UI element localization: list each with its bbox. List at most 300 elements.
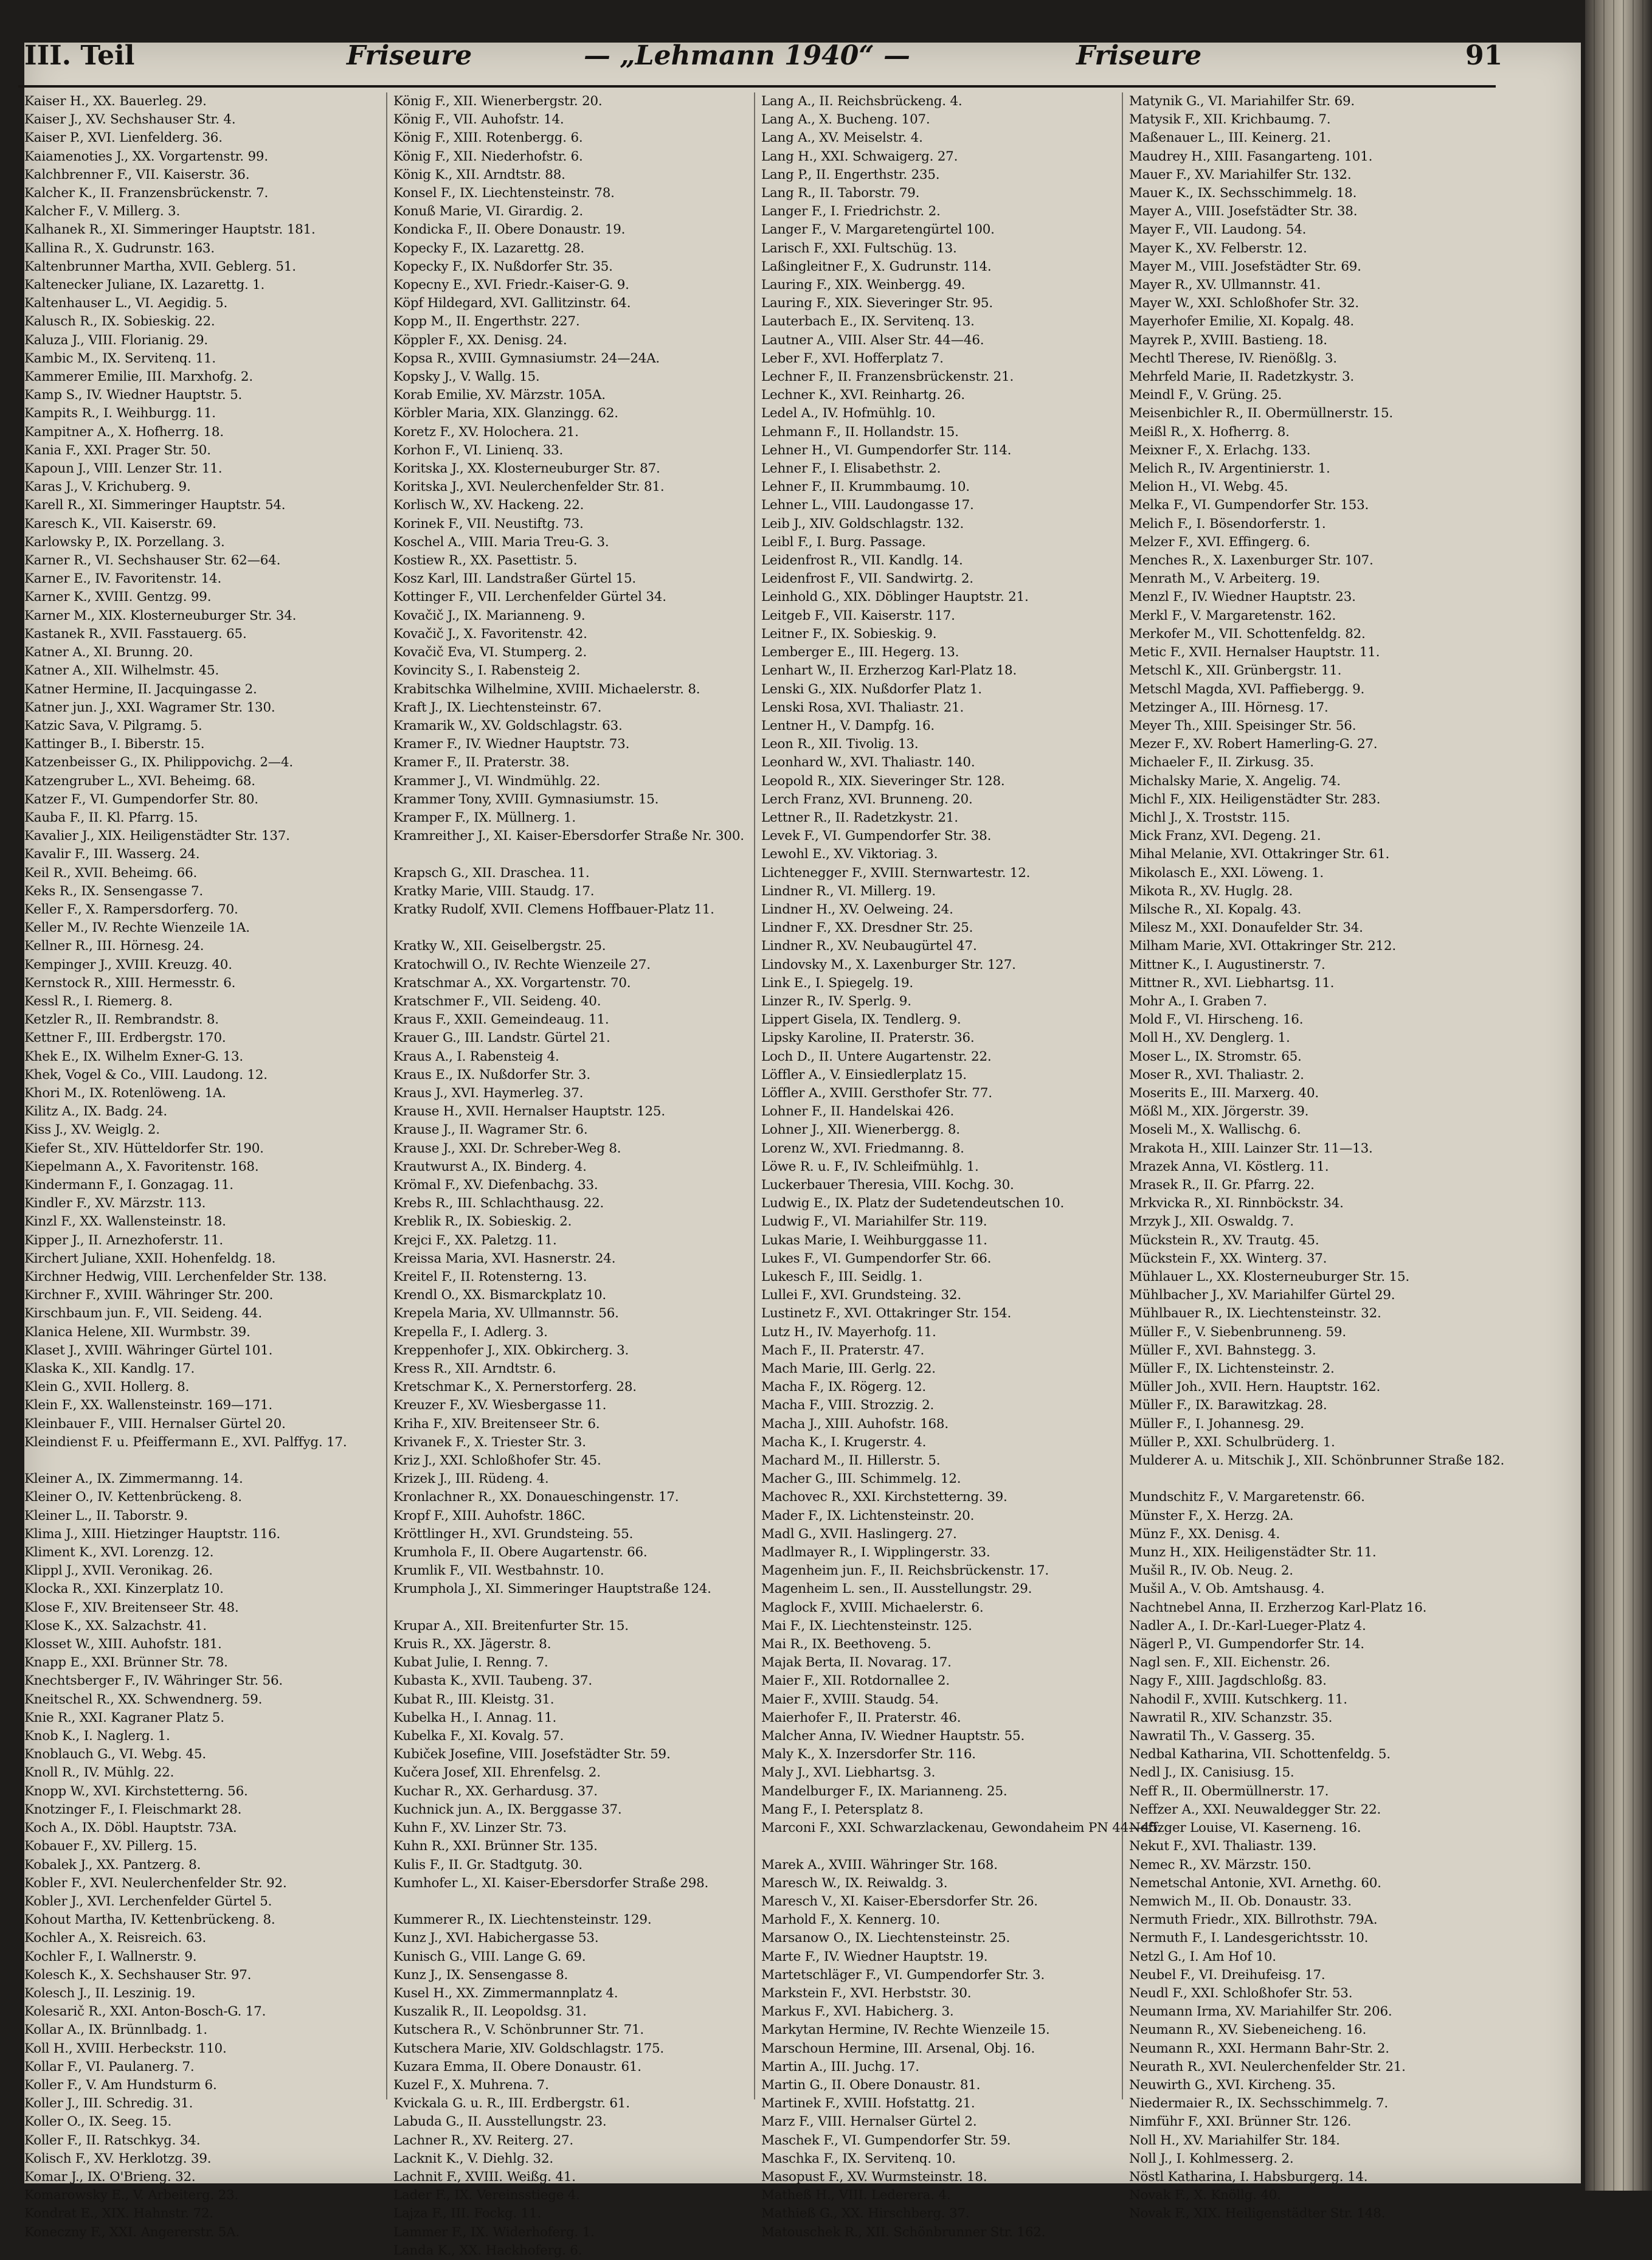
directory-entry: Müller F., IX. Barawitzkag. 28. xyxy=(1129,1398,1327,1413)
directory-entry: Konsel F., IX. Liechtensteinstr. 78. xyxy=(393,185,615,201)
directory-entry: Kraft J., IX. Liechtensteinstr. 67. xyxy=(393,699,602,715)
directory-entry: Mittner K., I. Augustinerstr. 7. xyxy=(1129,957,1325,972)
directory-entry: Kratky Marie, VIII. Staudg. 17. xyxy=(393,883,595,899)
directory-entry: Leitner F., IX. Sobieskig. 9. xyxy=(761,626,937,642)
directory-entry: Krepela Maria, XV. Ullmannstr. 56. xyxy=(393,1306,619,1322)
directory-entry: Kirchner Hedwig, VIII. Lerchenfelder Str. 138. xyxy=(24,1269,327,1284)
directory-entry: Kleiner O., IV. Kettenbrückeng. 8. xyxy=(24,1489,242,1505)
directory-entry: Ludwig E., IX. Platz der Sudetendeutschen 10. xyxy=(761,1196,1065,1211)
directory-entry: Nemwich M., II. Ob. Donaustr. 33. xyxy=(1129,1893,1352,1909)
directory-entry: Klosset W., XIII. Auhofstr. 181. xyxy=(24,1637,222,1652)
directory-entry: Kubiček Josefine, VIII. Josefstädter Str. 59. xyxy=(393,1747,671,1763)
directory-entry: Münz F., XX. Denisg. 4. xyxy=(1129,1526,1280,1542)
directory-entry: Meindl F., V. Grüng. 25. xyxy=(1129,387,1282,403)
directory-entry: Lerch Franz, XVI. Brunneng. 20. xyxy=(761,791,973,807)
directory-entry: Menrath M., V. Arbeiterg. 19. xyxy=(1129,571,1320,587)
directory-entry: Nemec R., XV. Märzstr. 150. xyxy=(1129,1857,1312,1873)
directory-entry: Löffler A., XVIII. Gersthofer Str. 77. xyxy=(761,1085,992,1101)
directory-entry: Neudl F., XXI. Schloßhofer Str. 53. xyxy=(1129,1985,1353,2001)
directory-entry: Kaiamenoties J., XX. Vorgartenstr. 99. xyxy=(24,148,268,164)
directory-entry: Kalchbrenner F., VII. Kaiserstr. 36. xyxy=(24,167,250,182)
directory-entry: Lentner H., V. Dampfg. 16. xyxy=(761,718,935,733)
directory-entry: Marte F., IV. Wiedner Hauptstr. 19. xyxy=(761,1949,988,1964)
directory-entry: Kettner F., III. Erdbergstr. 170. xyxy=(24,1030,226,1046)
directory-entry: Melion H., VI. Webg. 45. xyxy=(1129,479,1288,495)
directory-entry: Kubasta K., XVII. Taubeng. 37. xyxy=(393,1673,592,1689)
directory-entry: Mrazek Anna, VI. Köstlerg. 11. xyxy=(1129,1159,1329,1174)
directory-entry: Madlmayer R., I. Wipplingerstr. 33. xyxy=(761,1545,990,1561)
directory-entry: Merkl F., V. Margaretenstr. 162. xyxy=(1129,608,1336,623)
directory-entry: Melzer F., XVI. Effingerg. 6. xyxy=(1129,534,1310,550)
directory-entry: Meißl R., X. Hofherrg. 8. xyxy=(1129,424,1290,440)
directory-entry: Khek, Vogel & Co., VIII. Laudong. 12. xyxy=(24,1067,268,1083)
directory-entry: Kovačič J., X. Favoritenstr. 42. xyxy=(393,626,587,642)
directory-entry: Kraus J., XVI. Haymerleg. 37. xyxy=(393,1085,584,1101)
directory-entry: Mühlauer L., XX. Klosterneuburger Str. 15. xyxy=(1129,1269,1409,1284)
directory-entry: Marschoun Hermine, III. Arsenal, Obj. 16. xyxy=(761,2040,1035,2056)
directory-entry: Loch D., II. Untere Augartenstr. 22. xyxy=(761,1049,992,1064)
directory-entry: Neumann R., XV. Siebeneicheng. 16. xyxy=(1129,2022,1367,2038)
directory-entry: Kuchnick jun. A., IX. Berggasse 37. xyxy=(393,1801,622,1817)
directory-entry: Knoblauch G., VI. Webg. 45. xyxy=(24,1747,206,1763)
directory-entry: Kunisch G., VIII. Lange G. 69. xyxy=(393,1949,586,1964)
directory-entry: Körbler Maria, XIX. Glanzingg. 62. xyxy=(393,406,618,421)
directory-entry: König F., XIII. Rotenbergg. 6. xyxy=(393,130,583,146)
directory-entry: Löwe R. u. F., IV. Schleifmühlg. 1. xyxy=(761,1159,979,1174)
directory-entry: Knechtsberger F., IV. Währinger Str. 56. xyxy=(24,1673,283,1689)
directory-entry: Kovincity S., I. Rabensteig 2. xyxy=(393,663,581,679)
directory-entry: Komarowsky E., V. Arbeiterg. 23. xyxy=(24,2188,239,2203)
directory-entry: Lenski G., XIX. Nußdorfer Platz 1. xyxy=(761,681,982,697)
directory-entry: Kummerer R., IX. Liechtensteinstr. 129. xyxy=(393,1912,652,1928)
directory-entry: Karas J., V. Krichuberg. 9. xyxy=(24,479,191,495)
directory-entry: Mayer A., VIII. Josefstädter Str. 38. xyxy=(1129,204,1358,220)
directory-entry: König K., XII. Arndtstr. 88. xyxy=(393,167,565,182)
directory-entry: Klose K., XX. Salzachstr. 41. xyxy=(24,1618,207,1634)
directory-entry: Kaiser H., XX. Bauerleg. 29. xyxy=(24,94,207,109)
directory-entry: Katzic Sava, V. Pilgramg. 5. xyxy=(24,718,202,733)
book-page-edges xyxy=(1585,0,1652,2191)
directory-entry: Meisenbichler R., II. Obermüllnerstr. 15. xyxy=(1129,406,1394,421)
directory-entry: Knotzinger F., I. Fleischmarkt 28. xyxy=(24,1801,242,1817)
directory-entry: Kellner R., III. Hörnesg. 24. xyxy=(24,938,204,954)
directory-entry: Kramreither J., XI. Kaiser-Ebersdorfer Straße Nr. 300. xyxy=(393,828,744,844)
directory-entry: Milham Marie, XVI. Ottakringer Str. 212. xyxy=(1129,938,1396,954)
directory-entry: Lang H., XXI. Schwaigerg. 27. xyxy=(761,148,958,164)
directory-entry: Kavalier J., XIX. Heiligenstädter Str. 137. xyxy=(24,828,290,844)
directory-entry: Kolesarič R., XXI. Anton-Bosch-G. 17. xyxy=(24,2004,266,2020)
directory-entry xyxy=(18,1452,383,1470)
directory-entry: Mundschitz F., V. Margaretenstr. 66. xyxy=(1129,1489,1365,1505)
directory-entry: Kessl R., I. Riemerg. 8. xyxy=(24,993,173,1009)
directory-entry: Nermuth Friedr., XIX. Billrothstr. 79A. xyxy=(1129,1912,1378,1928)
directory-entry: Matysik F., XII. Krichbaumg. 7. xyxy=(1129,112,1331,128)
directory-entry: Lenski Rosa, XVI. Thaliastr. 21. xyxy=(761,699,964,715)
directory-entry: Kruis R., XX. Jägerstr. 8. xyxy=(393,1637,551,1652)
directory-entry: Mühlbauer R., IX. Liechtensteinstr. 32. xyxy=(1129,1306,1381,1322)
directory-entry: Koller O., IX. Seeg. 15. xyxy=(24,2114,172,2130)
directory-entry: Mayerhofer Emilie, XI. Kopalg. 48. xyxy=(1129,314,1354,330)
directory-entry: Lindner R., VI. Millerg. 19. xyxy=(761,883,936,899)
directory-entry: Kovačič J., IX. Marianneng. 9. xyxy=(393,608,586,623)
directory-entry: Löffler A., V. Einsiedlerplatz 15. xyxy=(761,1067,967,1083)
directory-entry: Krumlik F., VII. Westbahnstr. 10. xyxy=(393,1563,604,1579)
directory-entry: Novak F., X. Knöllg. 40. xyxy=(1129,2188,1281,2203)
directory-entry: Leibl F., I. Burg. Passage. xyxy=(761,534,926,550)
directory-entry: Macha F., VIII. Strozzig. 2. xyxy=(761,1398,935,1413)
directory-entry: Mechtl Therese, IV. Rienößlg. 3. xyxy=(1129,350,1337,366)
directory-entry: Kusel H., XX. Zimmermannplatz 4. xyxy=(393,1985,618,2001)
directory-entry: Karner K., XVIII. Gentzg. 99. xyxy=(24,589,212,605)
directory-entry: Klein F., XX. Wallensteinstr. 169—171. xyxy=(24,1398,272,1413)
directory-entry: Konuß Marie, VI. Girardig. 2. xyxy=(393,204,583,220)
directory-entry: Macha J., XIII. Auhofstr. 168. xyxy=(761,1416,949,1432)
page-number: 91 xyxy=(1465,40,1503,71)
directory-entry: Ludwig F., VI. Mariahilfer Str. 119. xyxy=(761,1214,987,1230)
directory-entry: Kubat Julie, I. Renng. 7. xyxy=(393,1655,548,1671)
directory-entry: Neffzer A., XXI. Neuwaldegger Str. 22. xyxy=(1129,1801,1381,1817)
directory-entry: Leopold R., XIX. Sieveringer Str. 128. xyxy=(761,773,1005,789)
directory-entry: Lajza F., III. Fockg. 11. xyxy=(393,2206,542,2222)
directory-entry: Moser R., XVI. Thaliastr. 2. xyxy=(1129,1067,1304,1083)
directory-entry: Kraus E., IX. Nußdorfer Str. 3. xyxy=(393,1067,590,1083)
directory-entry: Kopp M., II. Engerthstr. 227. xyxy=(393,314,580,330)
directory-entry: Meyer Th., XIII. Speisinger Str. 56. xyxy=(1129,718,1357,733)
directory-entry: Mai F., IX. Liechtensteinstr. 125. xyxy=(761,1618,972,1634)
directory-entry: Lemberger E., III. Hegerg. 13. xyxy=(761,645,959,660)
directory-entry: Kobalek J., XX. Pantzerg. 8. xyxy=(24,1857,201,1873)
directory-entry: Kolesch K., X. Sechshauser Str. 97. xyxy=(24,1967,252,1983)
directory-entry: Klanica Helene, XII. Wurmbstr. 39. xyxy=(24,1324,251,1340)
directory-entry: Koneczny F., XXI. Angererstr. 5A. xyxy=(24,2224,240,2240)
directory-entry: Mrakota H., XIII. Lainzer Str. 11—13. xyxy=(1129,1140,1373,1156)
directory-entry: Leidenfrost F., VII. Sandwirtg. 2. xyxy=(761,571,973,587)
directory-entry: Magenheim jun. F., II. Reichsbrückenstr. 17. xyxy=(761,1563,1049,1579)
directory-entry: Mach Marie, III. Gerlg. 22. xyxy=(761,1361,936,1377)
directory-entry: Mayer W., XXI. Schloßhofer Str. 32. xyxy=(1129,296,1359,311)
directory-entry: Ketzler R., II. Rembrandstr. 8. xyxy=(24,1012,219,1028)
directory-entry: Lutz H., IV. Mayerhofg. 11. xyxy=(761,1324,936,1340)
directory-entry: Lorenz W., XVI. Friedmanng. 8. xyxy=(761,1140,964,1156)
directory-entry: Kropf F., XIII. Auhofstr. 186C. xyxy=(393,1508,586,1523)
directory-entry: Mauer K., IX. Sechsschimmelg. 18. xyxy=(1129,185,1357,201)
directory-entry: Machard M., II. Hillerstr. 5. xyxy=(761,1453,941,1469)
directory-entry: Lang A., II. Reichsbrückeng. 4. xyxy=(761,94,963,109)
directory-entry: Lindner H., XV. Oelweing. 24. xyxy=(761,901,953,917)
directory-entry: Karesch K., VII. Kaiserstr. 69. xyxy=(24,516,216,532)
directory-entry: Kollar F., VI. Paulanerg. 7. xyxy=(24,2059,195,2075)
directory-entry: Kaiser J., XV. Sechshauser Str. 4. xyxy=(24,112,236,128)
directory-entry: Kliment K., XVI. Lorenzg. 12. xyxy=(24,1545,214,1561)
directory-entry: Kleindienst F. u. Pfeiffermann E., XVI. Palffyg. 17. xyxy=(24,1434,347,1450)
directory-entry: Lindovsky M., X. Laxenburger Str. 127. xyxy=(761,957,1016,972)
directory-entry: Lehner F., II. Krummbaumg. 10. xyxy=(761,479,970,495)
directory-entry: Nahodil F., XVIII. Kutschkerg. 11. xyxy=(1129,1691,1347,1707)
directory-entry: Kirchner F., XVIII. Währinger Str. 200. xyxy=(24,1288,274,1303)
directory-entry: Nagl sen. F., XII. Eichenstr. 26. xyxy=(1129,1655,1330,1671)
directory-entry: Ledel A., IV. Hofmühlg. 10. xyxy=(761,406,936,421)
directory-entry: Köpf Hildegard, XVI. Gallitzinstr. 64. xyxy=(393,296,631,311)
directory-entry: Knob K., I. Naglerg. 1. xyxy=(24,1728,170,1744)
directory-entry: Maresch V., XI. Kaiser-Ebersdorfer Str. 26. xyxy=(761,1893,1038,1909)
directory-entry: Kubat R., III. Kleistg. 31. xyxy=(393,1691,555,1707)
directory-entry: Moser L., IX. Stromstr. 65. xyxy=(1129,1049,1302,1064)
directory-entry: Knapp E., XXI. Brünner Str. 78. xyxy=(24,1655,228,1671)
directory-entry: Maly J., XVI. Liebhartsg. 3. xyxy=(761,1765,936,1781)
directory-entry: Kobauer F., XV. Pillerg. 15. xyxy=(24,1839,198,1854)
directory-entry: Lohner F., II. Handelskai 426. xyxy=(761,1104,955,1120)
directory-entry: Lachner R., XV. Reiterg. 27. xyxy=(393,2132,574,2148)
directory-entry: Klocka R., XXI. Kinzerplatz 10. xyxy=(24,1581,224,1597)
directory-entry: Lehner H., VI. Gumpendorfer Str. 114. xyxy=(761,442,1012,458)
directory-entry: Maßenauer L., III. Keinerg. 21. xyxy=(1129,130,1331,146)
directory-entry: Noll H., XV. Mariahilfer Str. 184. xyxy=(1129,2132,1340,2148)
directory-entry: Kalcher K., II. Franzensbrückenstr. 7. xyxy=(24,185,269,201)
directory-entry: Mayrek P., XVIII. Bastieng. 18. xyxy=(1129,332,1327,348)
directory-entry: Lohner J., XII. Wienerbergg. 8. xyxy=(761,1122,960,1138)
directory-entry: Kleiner A., IX. Zimmermanng. 14. xyxy=(24,1471,243,1487)
directory-entry: Netzl G., I. Am Hof 10. xyxy=(1129,1949,1276,1964)
directory-entry: Nawratil Th., V. Gasserg. 35. xyxy=(1129,1728,1315,1744)
directory-entry: Marek A., XVIII. Währinger Str. 168. xyxy=(761,1857,998,1873)
directory-entry: Neff R., II. Obermüllnerstr. 17. xyxy=(1129,1783,1329,1799)
directory-entry: Keller F., X. Rampersdorferg. 70. xyxy=(24,901,238,917)
directory-entry: Kress R., XII. Arndtstr. 6. xyxy=(393,1361,556,1377)
directory-entry: Melka F., VI. Gumpendorfer Str. 153. xyxy=(1129,497,1369,513)
directory-entry: Lukes F., VI. Gumpendorfer Str. 66. xyxy=(761,1250,992,1266)
directory-entry: Leonhard W., XVI. Thaliastr. 140. xyxy=(761,755,975,771)
directory-entry: Kilitz A., IX. Badg. 24. xyxy=(24,1104,167,1120)
directory-entry: Nöstl Katharina, I. Habsburgerg. 14. xyxy=(1129,2169,1368,2185)
directory-entry: Leidenfrost R., VII. Kandlg. 14. xyxy=(761,553,963,569)
directory-entry: Lang A., XV. Meiselstr. 4. xyxy=(761,130,923,146)
directory-entry: Katzenbeisser G., IX. Philippovichg. 2—4. xyxy=(24,755,294,771)
directory-entry: Nimführ F., XXI. Brünner Str. 126. xyxy=(1129,2114,1352,2130)
directory-entry: Knopp W., XVI. Kirchstetterng. 56. xyxy=(24,1783,248,1799)
directory-entry: Lechner F., II. Franzensbrückenstr. 21. xyxy=(761,369,1014,385)
directory-entry: Kottinger F., VII. Lerchenfelder Gürtel 34. xyxy=(393,589,666,605)
directory-entry: Metschl K., XII. Grünbergstr. 11. xyxy=(1129,663,1342,679)
directory-entry: Lang A., X. Bucheng. 107. xyxy=(761,112,930,128)
directory-entry: Moseli M., X. Wallischg. 6. xyxy=(1129,1122,1301,1138)
directory-entry: Krejci F., XX. Paletzg. 11. xyxy=(393,1232,557,1248)
directory-entry: Mai R., IX. Beethoveng. 5. xyxy=(761,1637,931,1652)
directory-entry: Kirchert Juliane, XXII. Hohenfeldg. 18. xyxy=(24,1250,276,1266)
directory-entry: Maresch W., IX. Reiwaldg. 3. xyxy=(761,1875,948,1891)
directory-entry: Kučera Josef, XII. Ehrenfelsg. 2. xyxy=(393,1765,601,1781)
directory-entry: Michl J., X. Troststr. 115. xyxy=(1129,809,1290,825)
directory-entry: Krumhola F., II. Obere Augartenstr. 66. xyxy=(393,1545,648,1561)
directory-entry: Kronlachner R., XX. Donaueschingenstr. 17. xyxy=(393,1489,679,1505)
directory-entry: Kubelka F., XI. Kovalg. 57. xyxy=(393,1728,564,1744)
directory-entry: Marsanow O., IX. Liechtensteinstr. 25. xyxy=(761,1930,1011,1946)
directory-entry: Krivanek F., X. Triester Str. 3. xyxy=(393,1434,586,1450)
directory-entry: Leib J., XIV. Goldschlagstr. 132. xyxy=(761,516,964,532)
directory-entry: Kleinbauer F., VIII. Hernalser Gürtel 20. xyxy=(24,1416,286,1432)
directory-entry: Kreitel F., II. Rotensterng. 13. xyxy=(393,1269,587,1284)
directory-entry: Maier F., XII. Rotdornallee 2. xyxy=(761,1673,950,1689)
directory-entry: Kulis F., II. Gr. Stadtgutg. 30. xyxy=(393,1857,582,1873)
directory-entry: Krendl O., XX. Bismarckplatz 10. xyxy=(393,1288,607,1303)
directory-entry: Neffzger Louise, VI. Kaserneng. 16. xyxy=(1129,1820,1361,1836)
directory-entry: Niedermaier R., IX. Sechsschimmelg. 7. xyxy=(1129,2096,1388,2112)
directory-entry: Kramarik W., XV. Goldschlagstr. 63. xyxy=(393,718,623,733)
directory-column-3 xyxy=(754,92,1162,2240)
directory-entry: Kernstock R., XIII. Hermesstr. 6. xyxy=(24,975,236,991)
directory-entry xyxy=(755,1837,1120,1856)
directory-entry: Klippl J., XVII. Veronikag. 26. xyxy=(24,1563,213,1579)
directory-entry: Markstein F., XVI. Herbststr. 30. xyxy=(761,1985,972,2001)
directory-entry: Leitgeb F., VII. Kaiserstr. 117. xyxy=(761,608,955,623)
directory-entry: Koritska J., XX. Klosterneuburger Str. 87. xyxy=(393,461,660,477)
section-title-left: Friseure xyxy=(347,40,472,71)
directory-entry: Koll H., XVIII. Herbeckstr. 110. xyxy=(24,2040,227,2056)
directory-entry: Krapsch G., XII. Draschea. 11. xyxy=(393,865,590,881)
directory-entry: Kratky Rudolf, XVII. Clemens Hoffbauer-Platz 11. xyxy=(393,901,714,917)
directory-entry: König F., XII. Niederhofstr. 6. xyxy=(393,148,583,164)
directory-entry: Labuda G., II. Ausstellungstr. 23. xyxy=(393,2114,607,2130)
directory-entry: Krammer J., VI. Windmühlg. 22. xyxy=(393,773,600,789)
directory-entry: Klaska K., XII. Kandlg. 17. xyxy=(24,1361,195,1377)
directory-entry: Kreuzer F., XV. Wiesbergasse 11. xyxy=(393,1398,607,1413)
directory-entry: Köppler F., XX. Denisg. 24. xyxy=(393,332,567,348)
directory-entry: Neubel F., VI. Dreihufeisg. 17. xyxy=(1129,1967,1325,1983)
directory-entry: Metschl Magda, XVI. Paffiebergg. 9. xyxy=(1129,681,1365,697)
directory-entry: Münster F., X. Herzg. 2A. xyxy=(1129,1508,1294,1523)
directory-entry: Luckerbauer Theresia, VIII. Kochg. 30. xyxy=(761,1177,1014,1193)
directory-entry: Kuzara Emma, II. Obere Donaustr. 61. xyxy=(393,2059,641,2075)
directory-entry: Mrzyk J., XII. Oswaldg. 7. xyxy=(1129,1214,1294,1230)
directory-entry: Lauring F., XIX. Sieveringer Str. 95. xyxy=(761,296,993,311)
directory-entry: Müller P., XXI. Schulbrüderg. 1. xyxy=(1129,1434,1335,1450)
directory-entry: Macha F., IX. Rögerg. 12. xyxy=(761,1379,927,1395)
directory-entry: Martinek F., XVIII. Hofstattg. 21. xyxy=(761,2096,975,2112)
directory-entry: Krause J., XXI. Dr. Schreber-Weg 8. xyxy=(393,1140,621,1156)
directory-entry: Klein G., XVII. Hollerg. 8. xyxy=(24,1379,190,1395)
directory-entry: Nägerl P., VI. Gumpendorfer Str. 14. xyxy=(1129,1637,1364,1652)
directory-entry: Lauterbach E., IX. Servitenq. 13. xyxy=(761,314,975,330)
directory-entry: Kaltenbrunner Martha, XVII. Geblerg. 51. xyxy=(24,258,296,274)
directory-entry: Lacknit K., V. Diehlg. 32. xyxy=(393,2151,553,2166)
directory-entry: Kochler F., I. Wallnerstr. 9. xyxy=(24,1949,197,1964)
directory-entry: Mihal Melanie, XVI. Ottakringer Str. 61. xyxy=(1129,847,1390,862)
directory-entry: Khori M., IX. Rotenlöweng. 1A. xyxy=(24,1085,226,1101)
directory-entry: Lichtenegger F., XVIII. Sternwartestr. 12. xyxy=(761,865,1031,881)
directory-entry: Kopecny E., XVI. Friedr.-Kaiser-G. 9. xyxy=(393,277,629,293)
directory-entry: Michalsky Marie, X. Angelig. 74. xyxy=(1129,773,1341,789)
directory-entry: Kramer F., II. Praterstr. 38. xyxy=(393,755,570,771)
directory-entry: Lustinetz F., XVI. Ottakringer Str. 154. xyxy=(761,1306,1012,1322)
directory-entry: König F., VII. Auhofstr. 14. xyxy=(393,112,564,128)
directory-entry: Lehner L., VIII. Laudongasse 17. xyxy=(761,497,974,513)
part-label: III. Teil xyxy=(24,40,135,71)
directory-entry: Mick Franz, XVI. Degeng. 21. xyxy=(1129,828,1321,844)
directory-entry: Kaiser P., XVI. Lienfelderg. 36. xyxy=(24,130,223,146)
directory-entry: Müller F., IX. Lichtensteinstr. 2. xyxy=(1129,1361,1335,1377)
directory-entry: Lehmann F., II. Hollandstr. 15. xyxy=(761,424,959,440)
directory-entry: Müller F., I. Johannesg. 29. xyxy=(1129,1416,1304,1432)
directory-entry: Kaluza J., VIII. Florianig. 29. xyxy=(24,332,208,348)
directory-entry: Koch A., IX. Döbl. Hauptstr. 73A. xyxy=(24,1820,237,1836)
directory-entry: Mayer R., XV. Ullmannstr. 41. xyxy=(1129,277,1321,293)
directory-entry: Mušil R., IV. Ob. Neug. 2. xyxy=(1129,1563,1293,1579)
directory-entry: Kutschera R., V. Schönbrunner Str. 71. xyxy=(393,2022,645,2038)
directory-entry: Kutschera Marie, XIV. Goldschlagstr. 175. xyxy=(393,2040,665,2056)
directory-entry: Novak F., XIX. Heiligenstädter Str. 148. xyxy=(1129,2206,1386,2222)
directory-entry: Karner M., XIX. Klosterneuburger Str. 34. xyxy=(24,608,297,623)
directory-entry: Nekut F., XVI. Thaliastr. 139. xyxy=(1129,1839,1317,1854)
directory-entry: Keller M., IV. Rechte Wienzeile 1A. xyxy=(24,920,250,936)
directory-entry: Katzengruber L., XVI. Beheimg. 68. xyxy=(24,773,255,789)
directory-entry: Knoll R., IV. Mühlg. 22. xyxy=(24,1765,175,1781)
directory-entry: Lang R., II. Taborstr. 79. xyxy=(761,185,920,201)
directory-entry: Marz F., VIII. Hernalser Gürtel 2. xyxy=(761,2114,977,2130)
directory-entry: Kinzl F., XX. Wallensteinstr. 18. xyxy=(24,1214,226,1230)
directory-entry: Knie R., XXI. Kagraner Platz 5. xyxy=(24,1710,224,1725)
directory-entry: Kammerer Emilie, III. Marxhofg. 2. xyxy=(24,369,253,385)
section-title-right: Friseure xyxy=(1076,40,1202,71)
directory-entry: Lachnit F., XVIII. Weißg. 41. xyxy=(393,2169,576,2185)
directory-entry: Lukesch F., III. Seidlg. 1. xyxy=(761,1269,922,1284)
directory-entry: Lettner R., II. Radetzkystr. 21. xyxy=(761,809,958,825)
directory-entry: Kondicka F., II. Obere Donaustr. 19. xyxy=(393,222,626,238)
directory-entry: Kampits R., I. Weihburgg. 11. xyxy=(24,406,216,421)
directory-entry: Mang F., I. Petersplatz 8. xyxy=(761,1801,924,1817)
directory-entry: Mikolasch E., XXI. Löweng. 1. xyxy=(1129,865,1324,881)
directory-entry: Kunz J., XVI. Habichergasse 53. xyxy=(393,1930,599,1946)
directory-entry: Mach F., II. Praterstr. 47. xyxy=(761,1342,925,1358)
directory-entry: Kopecky F., IX. Nußdorfer Str. 35. xyxy=(393,258,613,274)
directory-entry: Kindler F., XV. Märzstr. 113. xyxy=(24,1196,206,1211)
directory-entry: Kratschmer F., VII. Seideng. 40. xyxy=(393,993,601,1009)
directory-entry: Mohr A., I. Graben 7. xyxy=(1129,993,1267,1009)
directory-entry: Krammer Tony, XVIII. Gymnasiumstr. 15. xyxy=(393,791,659,807)
directory-entry xyxy=(387,845,752,864)
directory-entry: Menzl F., IV. Wiedner Hauptstr. 23. xyxy=(1129,589,1356,605)
directory-entry xyxy=(387,1893,752,1911)
directory-entry: Kramer F., IV. Wiedner Hauptstr. 73. xyxy=(393,737,630,752)
directory-entry: Michaeler F., II. Zirkusg. 35. xyxy=(1129,755,1314,771)
directory-entry: Korhon F., VI. Linienq. 33. xyxy=(393,442,564,458)
directory-entry: Lullei F., XVI. Grundsteing. 32. xyxy=(761,1288,961,1303)
directory-entry: Markytan Hermine, IV. Rechte Wienzeile 15. xyxy=(761,2022,1050,2038)
directory-entry: Krumphola J., XI. Simmeringer Hauptstraße 124. xyxy=(393,1581,711,1597)
directory-entry: Neumann Irma, XV. Mariahilfer Str. 206. xyxy=(1129,2004,1392,2020)
directory-entry xyxy=(387,1599,752,1617)
directory-entry: Moll H., XV. Denglerg. 1. xyxy=(1129,1030,1290,1046)
directory-entry: Leinhold G., XIX. Döblinger Hauptstr. 21. xyxy=(761,589,1029,605)
directory-entry: Kraus A., I. Rabensteig 4. xyxy=(393,1049,559,1064)
directory-entry: Linzer R., IV. Sperlg. 9. xyxy=(761,993,911,1009)
directory-entry: Krizek J., III. Rüdeng. 4. xyxy=(393,1471,549,1487)
directory-entry: Nemetschal Antonie, XVI. Arnethg. 60. xyxy=(1129,1875,1381,1891)
directory-entry: Kraus F., XXII. Gemeindeaug. 11. xyxy=(393,1012,609,1028)
directory-entry: Machovec R., XXI. Kirchstetterng. 39. xyxy=(761,1489,1007,1505)
directory-entry: Katner A., XI. Brunng. 20. xyxy=(24,645,193,660)
directory-entry: Kopsa R., XVIII. Gymnasiumstr. 24—24A. xyxy=(393,350,660,366)
directory-entry: Korab Emilie, XV. Märzstr. 105A. xyxy=(393,387,606,403)
directory-entry: Nagy F., XIII. Jagdschloßg. 83. xyxy=(1129,1673,1327,1689)
directory-entry: Kiefer St., XIV. Hütteldorfer Str. 190. xyxy=(24,1140,264,1156)
directory-entry: Lippert Gisela, IX. Tendlerg. 9. xyxy=(761,1012,961,1028)
directory-entry: Kosz Karl, III. Landstraßer Gürtel 15. xyxy=(393,571,637,587)
directory-entry: Katner jun. J., XXI. Wagramer Str. 130. xyxy=(24,699,275,715)
directory-entry: Lindner F., XX. Dresdner Str. 25. xyxy=(761,920,973,936)
directory-columns xyxy=(18,92,1505,2258)
directory-entry: Koller F., V. Am Hundsturm 6. xyxy=(24,2077,217,2093)
directory-entry: Klima J., XIII. Hietzinger Hauptstr. 116. xyxy=(24,1526,280,1542)
directory-entry: Larisch F., XXI. Fultschüg. 13. xyxy=(761,240,957,256)
